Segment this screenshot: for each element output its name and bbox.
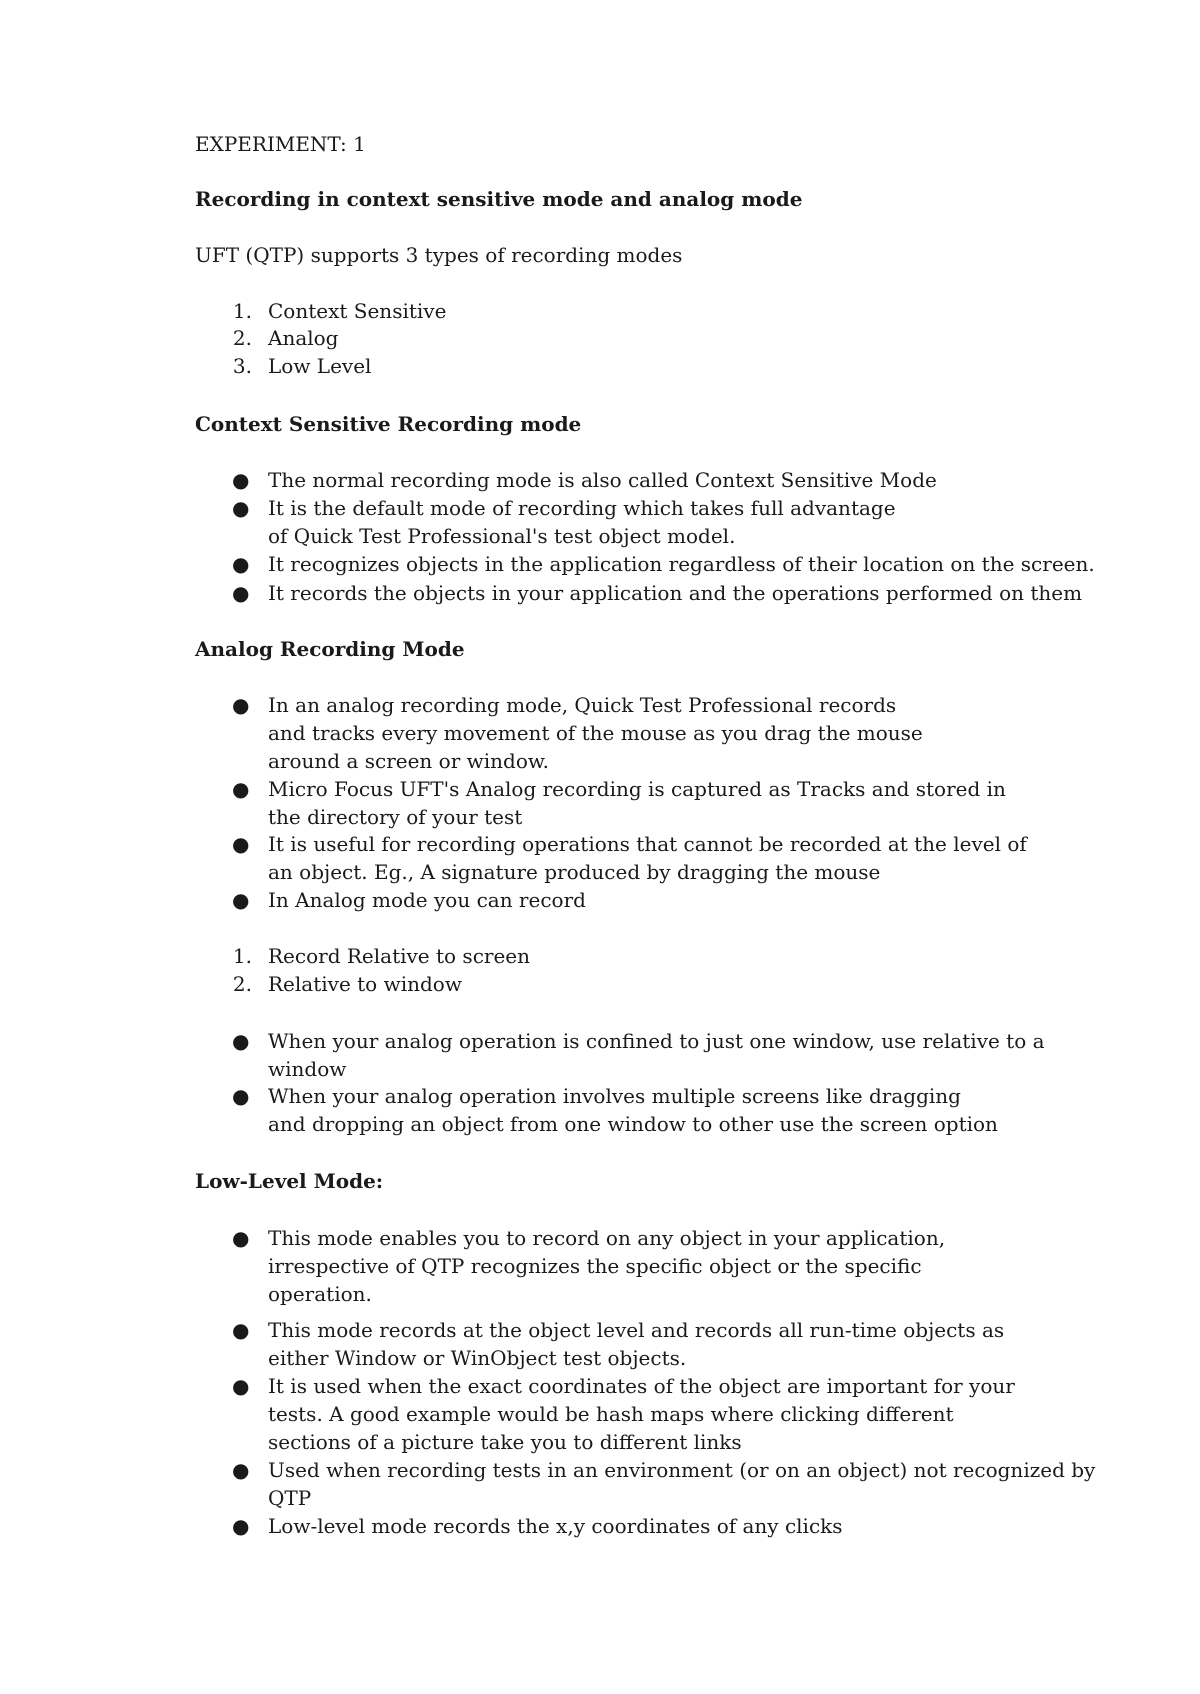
analog-section-heading: Analog Recording Mode xyxy=(195,637,465,661)
experiment-heading: EXPERIMENT: 1 xyxy=(195,132,366,156)
bullet-text-cont: QTP xyxy=(268,1486,312,1510)
bullet-icon: ● xyxy=(232,552,250,576)
list-item: Record Relative to screen xyxy=(268,944,531,968)
bullet-text: Micro Focus UFT's Analog recording is captured as Tracks and stored in xyxy=(268,777,1006,801)
bullet-text-cont: of Quick Test Professional's test object model. xyxy=(268,524,736,548)
bullet-text-cont: and tracks every movement of the mouse as you drag the mouse xyxy=(268,721,923,745)
bullet-text: This mode enables you to record on any object in your application, xyxy=(268,1226,946,1250)
bullet-text-cont: operation. xyxy=(268,1282,372,1306)
bullet-text: Used when recording tests in an environment (or on an object) not recognized by xyxy=(268,1458,1096,1482)
bullet-text: Low-level mode records the x,y coordinates of any clicks xyxy=(268,1514,843,1538)
document-title: Recording in context sensitive mode and analog mode xyxy=(195,187,803,211)
bullet-text-cont: tests. A good example would be hash maps where clicking different xyxy=(268,1402,954,1426)
bullet-text: This mode records at the object level and records all run-time objects as xyxy=(268,1318,1005,1342)
bullet-text-cont: around a screen or window. xyxy=(268,749,549,773)
bullet-text: When your analog operation is confined to just one window, use relative to a xyxy=(268,1029,1045,1053)
bullet-icon: ● xyxy=(232,1514,250,1538)
list-number: 2. xyxy=(232,972,252,996)
bullet-text: It recognizes objects in the application regardless of their location on the screen. xyxy=(268,552,1095,576)
bullet-text: In an analog recording mode, Quick Test Professional records xyxy=(268,693,897,717)
list-number: 3. xyxy=(232,354,252,378)
bullet-text: It is useful for recording operations that cannot be recorded at the level of xyxy=(268,832,1027,856)
bullet-icon: ● xyxy=(232,832,250,856)
bullet-text: It is used when the exact coordinates of the object are important for your xyxy=(268,1374,1015,1398)
bullet-text-cont: an object. Eg., A signature produced by dragging the mouse xyxy=(268,860,881,884)
bullet-icon: ● xyxy=(232,1029,250,1053)
bullet-icon: ● xyxy=(232,888,250,912)
bullet-icon: ● xyxy=(232,1226,250,1250)
list-item: Relative to window xyxy=(268,972,462,996)
bullet-text: It is the default mode of recording which takes full advantage xyxy=(268,496,896,520)
bullet-text: It records the objects in your application and the operations performed on them xyxy=(268,581,1083,605)
bullet-icon: ● xyxy=(232,468,250,492)
bullet-text-cont: irrespective of QTP recognizes the specific object or the specific xyxy=(268,1254,922,1278)
list-number: 1. xyxy=(232,944,252,968)
list-item: Context Sensitive xyxy=(268,299,447,323)
bullet-text: When your analog operation involves multiple screens like dragging xyxy=(268,1084,961,1108)
bullet-text-cont: and dropping an object from one window to other use the screen option xyxy=(268,1112,998,1136)
intro-text: UFT (QTP) supports 3 types of recording modes xyxy=(195,243,683,267)
list-number: 1. xyxy=(232,299,252,323)
bullet-text-cont: sections of a picture take you to different links xyxy=(268,1430,742,1454)
bullet-text: In Analog mode you can record xyxy=(268,888,586,912)
bullet-text-cont: the directory of your test xyxy=(268,805,523,829)
bullet-icon: ● xyxy=(232,1458,250,1482)
list-item: Analog xyxy=(268,326,339,350)
list-item: Low Level xyxy=(268,354,372,378)
bullet-text-cont: window xyxy=(268,1057,347,1081)
bullet-icon: ● xyxy=(232,496,250,520)
bullet-icon: ● xyxy=(232,1374,250,1398)
bullet-text-cont: either Window or WinObject test objects. xyxy=(268,1346,687,1370)
context-section-heading: Context Sensitive Recording mode xyxy=(195,412,582,436)
bullet-icon: ● xyxy=(232,693,250,717)
list-number: 2. xyxy=(232,326,252,350)
bullet-icon: ● xyxy=(232,1084,250,1108)
bullet-icon: ● xyxy=(232,1318,250,1342)
bullet-text: The normal recording mode is also called Context Sensitive Mode xyxy=(268,468,937,492)
lowlevel-section-heading: Low-Level Mode: xyxy=(195,1169,384,1193)
bullet-icon: ● xyxy=(232,777,250,801)
bullet-icon: ● xyxy=(232,581,250,605)
